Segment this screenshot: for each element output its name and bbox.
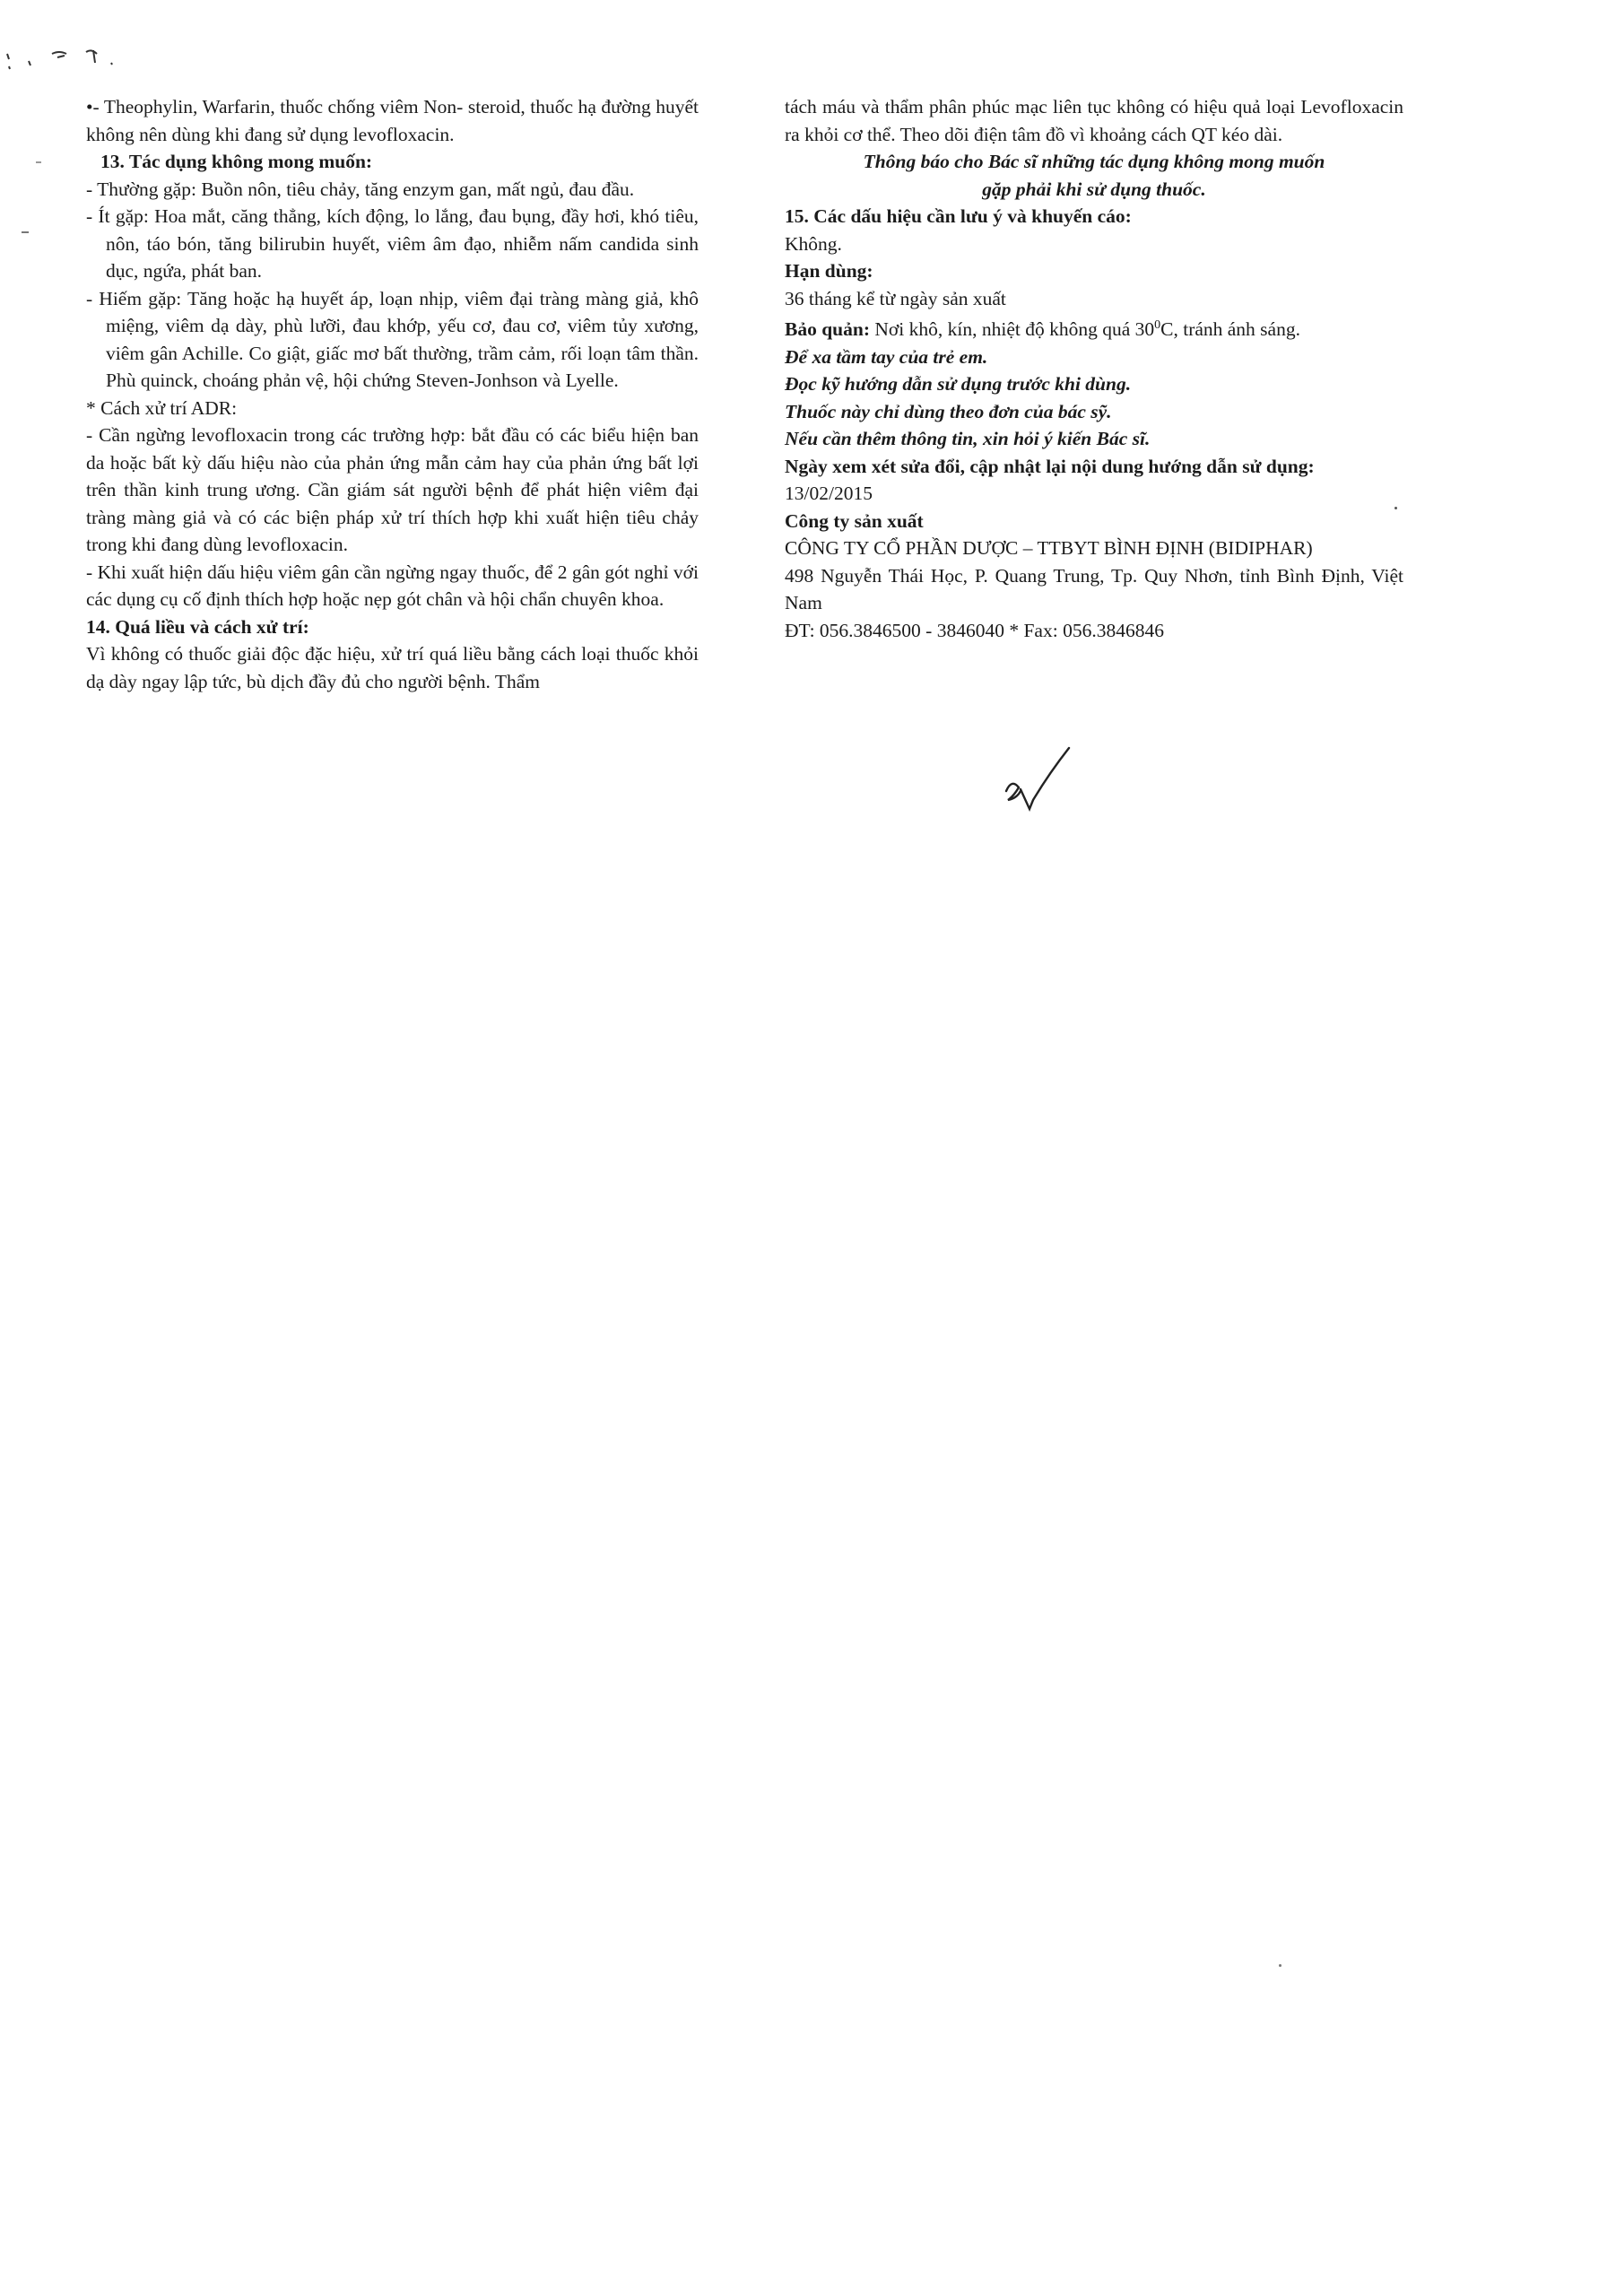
stop-levofloxacin-paragraph: - Cần ngừng levofloxacin trong các trường hợp: bắt đầu có các biểu hiện ban da hoặc bất kỳ dấu hiệu nào của phản ứng mẫn cảm hay của phản ứng bất lợi trên thần kinh trung ương. Cần giám sát người bệnh để phát hiện viêm đại tràng màng giả và có các biện pháp xử trí thích hợp khi xuất hiện tiêu chảy trong khi đang dùng levofloxacin. (86, 424, 699, 555)
section-15-text: Không. (785, 232, 842, 255)
manufacturer-heading: Công ty sản xuất (785, 509, 924, 532)
storage-degree: 0 (1154, 318, 1161, 332)
manufacturer-phone-fax: ĐT: 056.3846500 - 3846040 * Fax: 056.3846846 (785, 619, 1164, 641)
storage-text: Nơi khô, kín, nhiệt độ không quá 30 (870, 318, 1155, 341)
warning-consult-doctor: Nếu cần thêm thông tin, xin hỏi ý kiến Bác sĩ. (785, 428, 1151, 450)
theophylin-paragraph: •- Theophylin, Warfarin, thuốc chống viêm Non- steroid, thuốc hạ đường huyết không nên dùng khi đang sử dụng levofloxacin. (86, 96, 699, 145)
warning-prescription: Thuốc này chỉ dùng theo đơn của bác sỹ. (785, 400, 1112, 422)
scan-dot (1394, 507, 1397, 509)
scan-speckles (0, 45, 126, 99)
warning-children: Để xa tầm tay của trẻ em. (785, 345, 988, 368)
overdose-paragraph: Vì không có thuốc giải độc đặc hiệu, xử trí quá liều bằng cách loại thuốc khỏi dạ dày ngay lập tức, bù dịch đầy đủ cho người bệnh. Thẩm (86, 643, 699, 692)
handwritten-initial-signature (1003, 744, 1074, 816)
scan-dot (1279, 1964, 1282, 1967)
shelf-life-text: 36 tháng kể từ ngày sản xuất (785, 287, 1006, 309)
section-15-heading: 15. Các dấu hiệu cần lưu ý và khuyến cáo: (785, 205, 1132, 227)
review-date-value: 13/02/2015 (785, 483, 873, 505)
storage-paragraph (785, 312, 1403, 344)
manufacturer-name: CÔNG TY CỔ PHẦN DƯỢC – TTBYT BÌNH ĐỊNH (BIDIPHAR) (785, 537, 1313, 560)
scan-dot (22, 231, 29, 233)
tendon-paragraph: - Khi xuất hiện dấu hiệu viêm gân cần ngừng ngay thuốc, để 2 gân gót nghỉ với các dụng cụ cố định thích hợp hoặc nẹp gót chân và hội chẩn chuyên khoa. (86, 561, 699, 610)
left-column (86, 93, 699, 695)
uncommon-effects-item: - Ít gặp: Hoa mắt, căng thẳng, kích động, lo lắng, đau bụng, đầy hơi, khó tiêu, nôn, táo bón, tăng bilirubin huyết, viêm âm đạo, nhiễm nấm candida sinh dục, ngứa, phát ban. (86, 205, 699, 282)
adr-handling-label: * Cách xử trí ADR: (86, 396, 238, 419)
warning-read-instructions: Đọc kỹ hướng dẫn sử dụng trước khi dùng. (785, 373, 1132, 396)
section-14-heading: 14. Quá liều và cách xử trí: (86, 615, 309, 638)
rare-effects-item: - Hiếm gặp: Tăng hoặc hạ huyết áp, loạn nhịp, viêm đại tràng màng giả, khô miệng, viêm dạ dày, phù lưỡi, đau khớp, yếu cơ, đau cơ, viêm tủy xương, viêm gân Achille. Co giật, giấc mơ bất thường, trầm cảm, rối loạn tâm thần. Phù quinck, choáng phản vệ, hội chứng Steven-Jonhson và Lyelle. (86, 287, 699, 391)
report-notice-line-2: gặp phải khi sử dụng thuốc. (982, 178, 1206, 200)
common-effects-item: - Thường gặp: Buồn nôn, tiêu chảy, tăng enzym gan, mất ngủ, đau đầu. (86, 178, 635, 200)
shelf-life-heading: Hạn dùng: (785, 260, 873, 282)
storage-tail: C, tránh ánh sáng. (1160, 318, 1300, 341)
section-13-heading: 13. Tác dụng không mong muốn: (100, 151, 373, 172)
review-date-heading: Ngày xem xét sửa đổi, cập nhật lại nội dung hướng dẫn sử dụng: (785, 455, 1315, 477)
report-notice-line-1: Thông báo cho Bác sĩ những tác dụng không mong muốn (863, 151, 1325, 172)
manufacturer-address: 498 Nguyễn Thái Học, P. Quang Trung, Tp. Quy Nhơn, tỉnh Bình Định, Việt Nam (785, 564, 1403, 614)
right-column (785, 93, 1403, 644)
dialysis-paragraph: tách máu và thẩm phân phúc mạc liên tục không có hiệu quả loại Levofloxacin ra khỏi cơ thể. Theo dõi điện tâm đồ vì khoảng cách QT kéo dài. (785, 96, 1403, 145)
scan-dot (36, 161, 41, 163)
storage-label: Bảo quản: (785, 318, 870, 341)
